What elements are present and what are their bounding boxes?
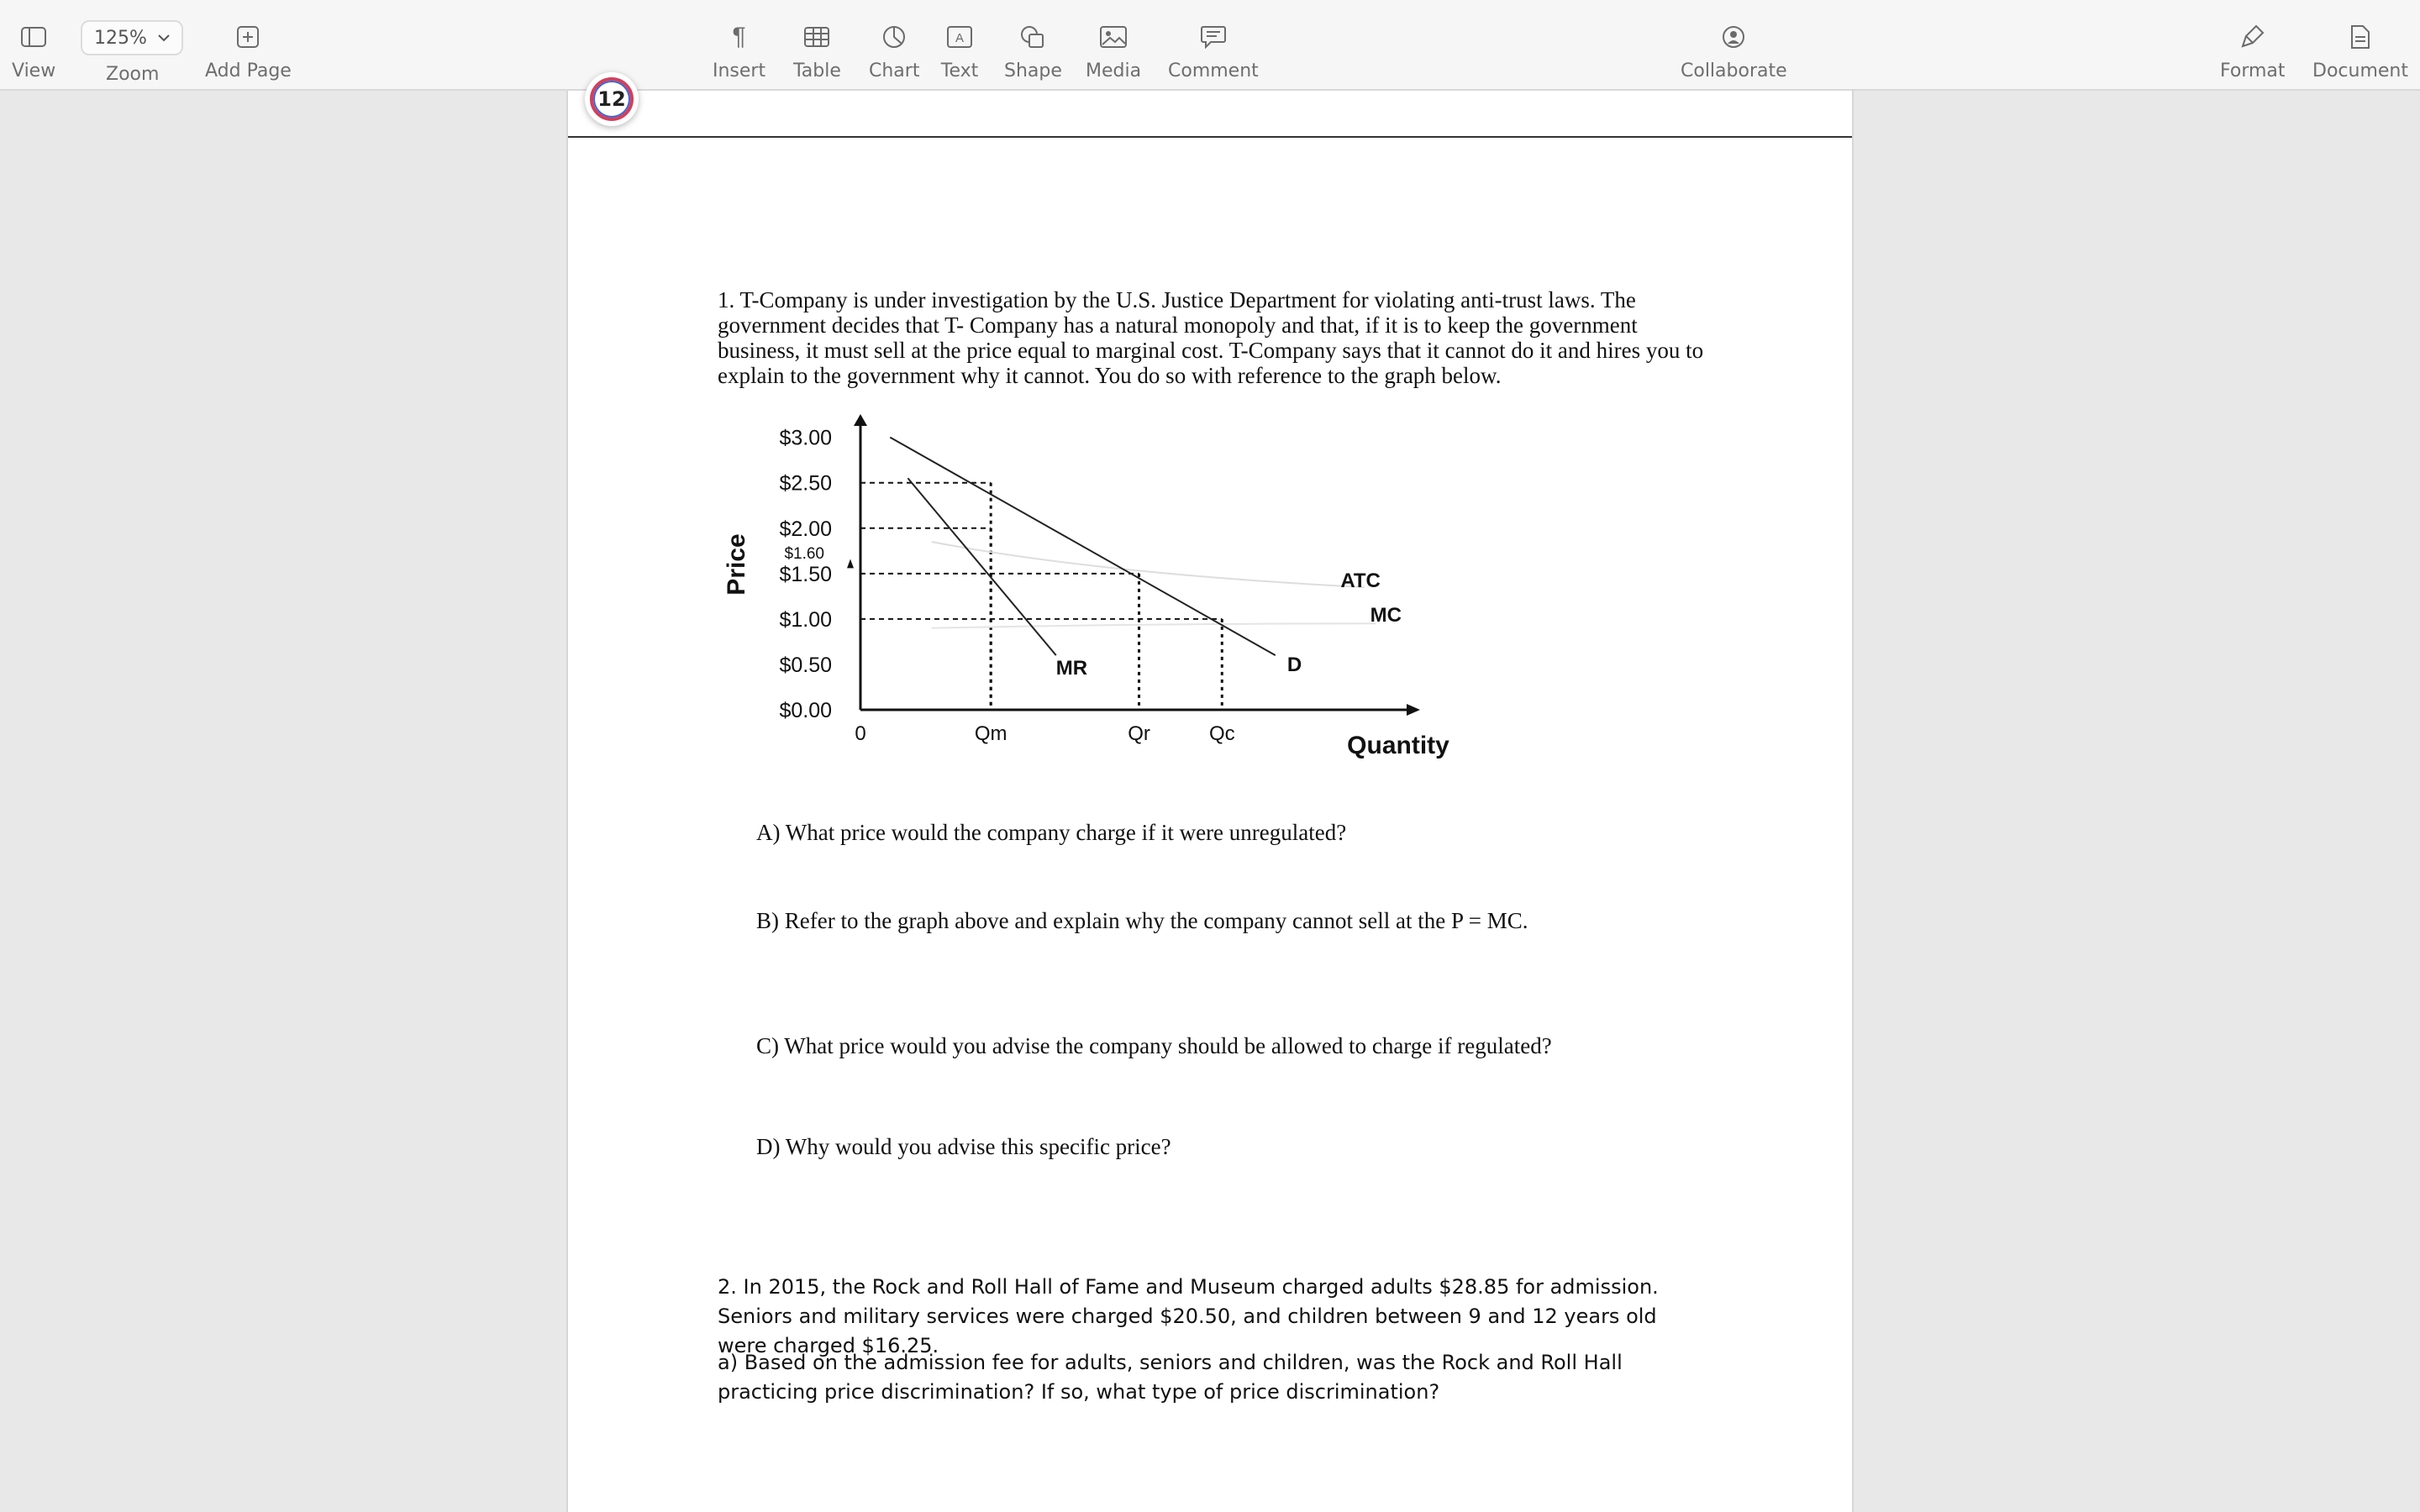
document-icon bbox=[2340, 18, 2381, 55]
collaborate-button[interactable] bbox=[1681, 18, 1787, 81]
x-axis-arrow bbox=[1407, 704, 1420, 716]
question-1b: B) Refer to the graph above and explain why the company cannot sell at the P = MC. bbox=[756, 908, 1528, 933]
monopoly-chart bbox=[714, 407, 1454, 760]
svg-text:A: A bbox=[955, 31, 965, 45]
y-axis-title: Price bbox=[723, 533, 750, 596]
text-button[interactable] bbox=[939, 18, 980, 81]
text-box-icon bbox=[939, 18, 980, 55]
view-label: View bbox=[12, 60, 56, 81]
shape-icon bbox=[1013, 18, 1053, 55]
y-axis-arrow bbox=[854, 414, 867, 426]
shape-button[interactable] bbox=[1004, 18, 1062, 81]
add-page-label: Add Page bbox=[205, 60, 292, 81]
x-tick-label: Qr bbox=[1128, 722, 1150, 745]
y-tick-label: $2.50 bbox=[779, 471, 832, 496]
comment-label: Comment bbox=[1168, 60, 1259, 81]
table-button[interactable] bbox=[793, 18, 841, 81]
document-button[interactable] bbox=[2312, 18, 2408, 81]
text-label: Text bbox=[940, 60, 979, 81]
table-icon bbox=[797, 18, 837, 55]
add-page-icon bbox=[228, 18, 268, 55]
y-tick-label: $1.50 bbox=[779, 562, 832, 586]
collaborate-icon bbox=[1713, 18, 1754, 55]
chart-button[interactable] bbox=[869, 18, 919, 81]
format-button[interactable] bbox=[2220, 18, 2286, 81]
y-tick-label: $3.00 bbox=[779, 426, 832, 450]
series-line-d bbox=[890, 438, 1275, 656]
zoom-value: 125% bbox=[94, 27, 147, 49]
series-label-d: D bbox=[1286, 653, 1302, 676]
atc-curve bbox=[932, 542, 1365, 587]
series-line-mr bbox=[908, 478, 1055, 655]
question-2-text: 2. In 2015, the Rock and Roll Hall of Fame and Museum charged adults $28.85 for admission. Seniors and military services were charged $20.50, and children between 9 and 12 years old were charged $16.25. bbox=[718, 1275, 1659, 1357]
zoom-select[interactable] bbox=[81, 20, 183, 55]
media-button[interactable] bbox=[1086, 18, 1141, 81]
toolbar bbox=[0, 0, 2420, 91]
image-icon bbox=[1093, 18, 1134, 55]
zoom-label-wrap bbox=[106, 64, 159, 85]
comment-icon bbox=[1193, 18, 1234, 55]
page-number: 12 bbox=[597, 87, 626, 111]
question-1d: D) Why would you advise this specific price? bbox=[756, 1134, 1171, 1159]
x-tick-label: Qc bbox=[1208, 722, 1235, 745]
question-2a: a) Based on the admission fee for adults, seniors and children, was the Rock and Roll Hall practicing price discrimination? If so, what type of price discrimination? bbox=[718, 1351, 1623, 1404]
y-tick-label: $0.00 bbox=[779, 699, 832, 722]
curve-label-mc: MC bbox=[1370, 604, 1402, 627]
x-tick-label: Qm bbox=[974, 722, 1007, 745]
x-tick-label: 0 bbox=[855, 722, 866, 745]
shape-label: Shape bbox=[1004, 60, 1062, 81]
media-label: Media bbox=[1086, 60, 1142, 81]
question-1a: A) What price would the company charge if it were unregulated? bbox=[756, 820, 1347, 845]
y-tick-label: $2.00 bbox=[779, 517, 832, 541]
header-rule bbox=[568, 136, 1852, 138]
add-page-button[interactable] bbox=[205, 18, 292, 81]
sidebar-icon bbox=[13, 18, 54, 55]
insert-button[interactable] bbox=[713, 18, 765, 81]
page-number-ring bbox=[590, 77, 634, 121]
page-number-badge[interactable] bbox=[585, 72, 639, 126]
curve-label-atc: ATC bbox=[1340, 570, 1381, 593]
question-1-text: 1. T-Company is under investigation by the U.S. Justice Department for violating anti-trust laws. The government decides that T- Company has a natural monopoly and that, if it is to keep the government business, it must sell at the price equal to marginal cost. T-Company says that it cannot do it and hires you to explain to the government why it cannot. You do so with reference to the graph below. bbox=[718, 287, 1704, 388]
table-label: Table bbox=[793, 60, 841, 81]
document-label: Document bbox=[2312, 60, 2408, 81]
comment-button[interactable] bbox=[1168, 18, 1259, 81]
insert-label: Insert bbox=[713, 60, 766, 81]
format-label: Format bbox=[2220, 60, 2286, 81]
chart-label: Chart bbox=[869, 60, 920, 81]
series-label-mr: MR bbox=[1055, 656, 1088, 680]
y-tick-label: $1.00 bbox=[779, 607, 832, 632]
chevron-down-icon bbox=[158, 34, 170, 42]
question-1c: C) What price would you advise the company should be allowed to charge if regulated? bbox=[756, 1033, 1552, 1058]
price-marker-icon bbox=[847, 559, 854, 569]
zoom-label: Zoom bbox=[106, 64, 160, 85]
paintbrush-icon bbox=[2233, 18, 2273, 55]
mc-curve bbox=[932, 623, 1376, 627]
x-axis-title: Quantity bbox=[1347, 732, 1449, 759]
view-button[interactable] bbox=[12, 18, 55, 81]
paragraph-icon: ¶ bbox=[732, 23, 746, 50]
y-tick-label: $0.50 bbox=[779, 653, 832, 677]
collaborate-label: Collaborate bbox=[1681, 60, 1787, 81]
y-extra-label: $1.60 bbox=[784, 545, 824, 564]
chart-icon bbox=[874, 18, 914, 55]
